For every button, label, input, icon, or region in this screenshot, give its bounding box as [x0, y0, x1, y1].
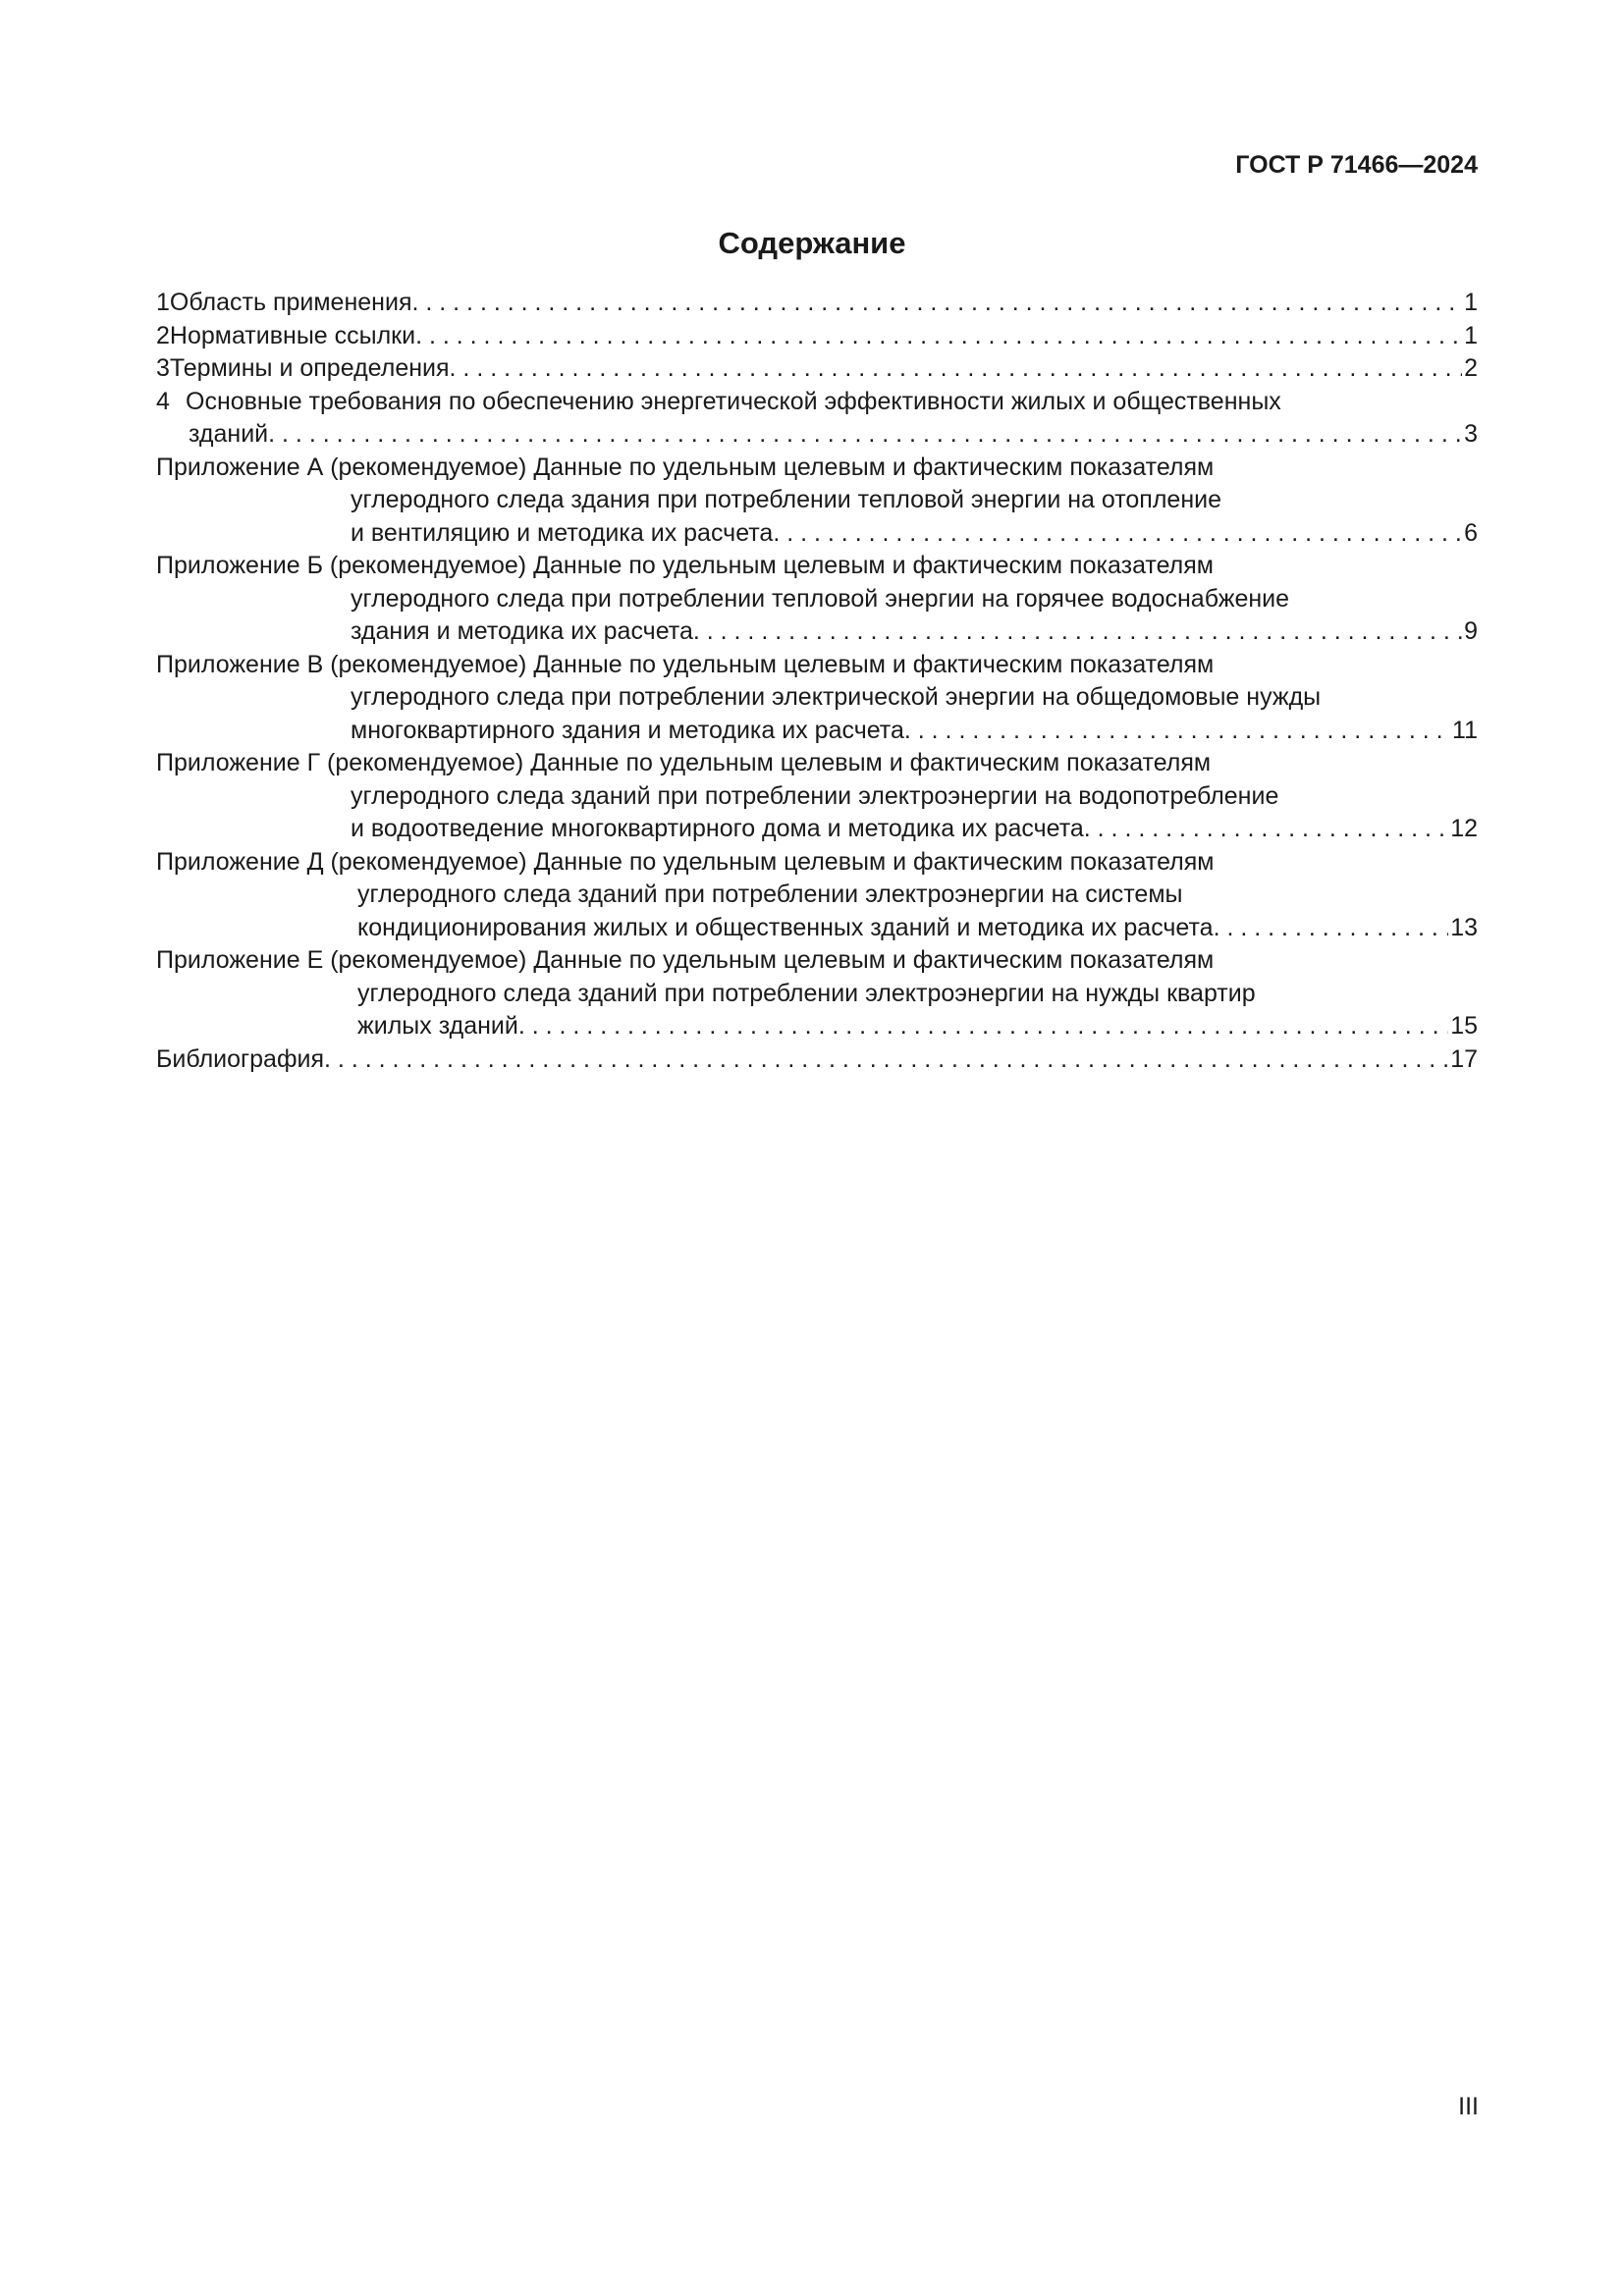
toc-entry-appendix-d[interactable] [156, 846, 1478, 945]
page-ref: 9 [1464, 617, 1478, 645]
appendix-label: Приложение Е (рекомендуемое) [156, 946, 527, 974]
dot-leader [411, 287, 1462, 320]
appendix-label: Приложение Д (рекомендуемое) [156, 847, 527, 876]
section-title-line2: зданий [189, 420, 269, 448]
section-number: 4 [156, 387, 170, 415]
appendix-label: Приложение В (рекомендуемое) [156, 650, 527, 678]
section-title: Область применения [169, 289, 412, 316]
section-number: 1 [156, 289, 170, 316]
toc-entry-appendix-g[interactable] [156, 747, 1478, 846]
table-of-contents [156, 287, 1478, 1076]
appendix-title-line2: углеродного следа зданий при потреблении электроэнергии на системы [357, 881, 1183, 908]
page-ref: 1 [1464, 321, 1478, 349]
toc-entry-section-1[interactable] [156, 287, 1478, 320]
appendix-title-line1: Данные по удельным целевым и фактическим показателям [533, 847, 1215, 876]
toc-entry-bibliography[interactable] [156, 1043, 1478, 1077]
appendix-label: Приложение А (рекомендуемое) [156, 453, 527, 481]
dot-leader [415, 320, 1462, 353]
section-title: Нормативные ссылки [169, 321, 416, 349]
dot-leader [450, 352, 1463, 386]
toc-title: Содержание [718, 226, 906, 260]
appendix-title-line3: кондиционирования жилых и общественных зданий и методика их расчета [357, 913, 1214, 941]
toc-entry-appendix-e[interactable] [156, 944, 1478, 1043]
page-ref: 17 [1450, 1044, 1478, 1073]
dot-leader [268, 418, 1462, 452]
toc-entry-section-4[interactable] [156, 386, 1478, 452]
dot-leader [1214, 912, 1449, 945]
toc-entry-section-2[interactable] [156, 320, 1478, 353]
appendix-title-line3: многоквартирного здания и методика их расчета [351, 716, 904, 744]
page-ref: 2 [1464, 354, 1478, 382]
section-title: Термины и определения [169, 354, 450, 382]
appendix-title-line1: Данные по удельным целевым и фактическим показателям [533, 946, 1215, 974]
section-number: 3 [156, 354, 170, 382]
appendix-title-line1: Данные по удельным целевым и фактическим показателям [533, 453, 1215, 481]
dot-leader [773, 517, 1462, 551]
page-ref: 1 [1464, 289, 1478, 316]
appendix-title-line2: углеродного следа зданий при потреблении электроэнергии на водопотребление [351, 781, 1279, 810]
document-code: ГОСТ Р 71466—2024 [1235, 151, 1478, 179]
toc-entry-appendix-a[interactable] [156, 452, 1478, 551]
page-ref: 11 [1452, 716, 1478, 744]
appendix-title-line2: углеродного следа при потреблении тепловой энергии на горячее водоснабжение [351, 584, 1290, 613]
appendix-title-line3: и водоотведение многоквартирного дома и методика их расчета [351, 815, 1084, 842]
appendix-title-line1: Данные по удельным целевым и фактическим показателям [533, 650, 1215, 678]
appendix-label: Приложение Б (рекомендуемое) [156, 552, 527, 579]
toc-entry-appendix-v[interactable] [156, 649, 1478, 748]
page-ref: 13 [1450, 913, 1478, 941]
page-ref: 6 [1464, 518, 1478, 547]
appendix-title-line3: жилых зданий [357, 1012, 518, 1040]
page-ref: 3 [1464, 420, 1478, 448]
appendix-title-line2: углеродного следа здания при потреблении тепловой энергии на отопление [351, 486, 1222, 513]
dot-leader [1084, 813, 1448, 846]
toc-entry-section-3[interactable] [156, 352, 1478, 386]
section-title-line1: Основные требования по обеспечению энергетической эффективности жилых и общественных [186, 387, 1281, 415]
page-number: III [1458, 2093, 1479, 2120]
appendix-title-line2: углеродного следа зданий при потреблении электроэнергии на нужды квартир [357, 979, 1256, 1007]
appendix-title-line3: и вентиляцию и методика их расчета [351, 518, 774, 547]
bibliography-title: Библиография [156, 1044, 325, 1073]
dot-leader [518, 1010, 1448, 1043]
appendix-title-line2: углеродного следа при потреблении электрической энергии на общедомовые нужды [351, 683, 1322, 711]
appendix-title-line1: Данные по удельным целевым и фактическим показателям [530, 749, 1212, 776]
section-number: 2 [156, 321, 170, 349]
page-ref: 12 [1450, 815, 1478, 842]
appendix-title-line3: здания и методика их расчета [351, 617, 693, 645]
toc-entry-appendix-b[interactable] [156, 550, 1478, 649]
page-ref: 15 [1450, 1012, 1478, 1040]
dot-leader [324, 1043, 1448, 1077]
appendix-title-line1: Данные по удельным целевым и фактическим показателям [533, 552, 1214, 579]
appendix-label: Приложение Г (рекомендуемое) [156, 749, 524, 776]
dot-leader [904, 715, 1450, 748]
dot-leader [693, 615, 1462, 649]
